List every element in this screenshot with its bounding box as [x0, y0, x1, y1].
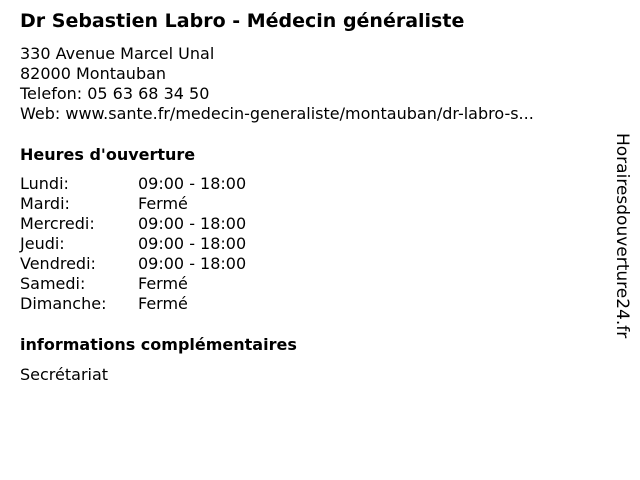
hours-day: Mardi: [20, 194, 70, 213]
hours-row [20, 274, 246, 294]
hours-row [20, 194, 246, 214]
address-block [20, 44, 534, 124]
hours-day: Mercredi: [20, 214, 95, 233]
hours-row [20, 174, 246, 194]
hours-row [20, 254, 246, 274]
hours-time: 09:00 - 18:00 [138, 174, 247, 193]
phone-number[interactable]: Telefon: 05 63 68 34 50 [20, 84, 210, 103]
info-heading: informations complémentaires [20, 335, 297, 354]
hours-day: Dimanche: [20, 294, 107, 313]
hours-time: Fermé [138, 274, 188, 293]
address-city: 82000 Montauban [20, 64, 167, 83]
hours-time: Fermé [138, 294, 188, 313]
hours-day: Samedi: [20, 274, 86, 293]
hours-time: Fermé [138, 194, 188, 213]
hours-day: Vendredi: [20, 254, 96, 273]
page-title: Dr Sebastien Labro - Médecin généraliste [20, 10, 465, 32]
hours-row [20, 214, 246, 234]
hours-row [20, 294, 246, 314]
site-brand-vertical[interactable]: Horairesdouverture24.fr [612, 133, 632, 339]
hours-heading: Heures d'ouverture [20, 145, 196, 164]
hours-table [20, 174, 246, 314]
hours-day: Jeudi: [20, 234, 65, 253]
address-street: 330 Avenue Marcel Unal [20, 44, 215, 63]
website-link[interactable]: Web: www.sante.fr/medecin-generaliste/montauban/dr-labro-s... [20, 104, 534, 123]
hours-time: 09:00 - 18:00 [138, 234, 247, 253]
hours-day: Lundi: [20, 174, 69, 193]
hours-time: 09:00 - 18:00 [138, 254, 247, 273]
hours-time: 09:00 - 18:00 [138, 214, 247, 233]
hours-row [20, 234, 246, 254]
info-text: Secrétariat [20, 365, 109, 384]
